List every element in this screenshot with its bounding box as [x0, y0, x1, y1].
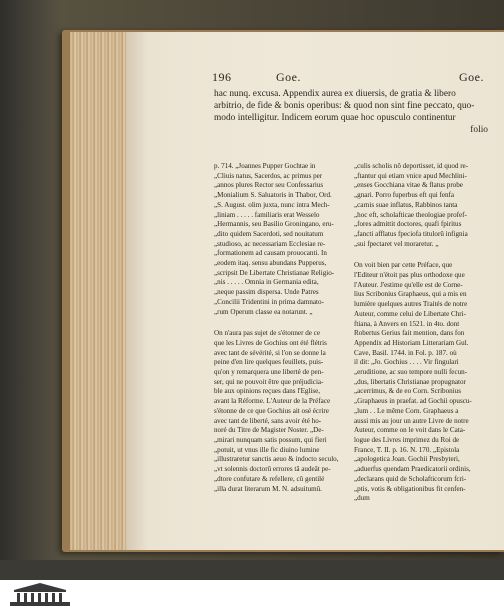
footer-bar [0, 580, 504, 612]
text-line: avant la Réforme. L'Auteur de la Préface [214, 397, 331, 406]
text-line: „hoc eft, scholafticae theologiae profef- [354, 210, 467, 219]
text-line: p. 714. „Joannes Pupper Gochtae in [214, 162, 316, 170]
text-line: „fancti afflatus fpeciofa titulorû infignia [354, 229, 468, 238]
text-line: ftiana, à Anvers en 1521. in 4to. dont [354, 319, 460, 328]
text-line: „lum . . Le même Corn. Graphaeus a [354, 406, 459, 415]
text-line: l'Auteur. J'estime qu'elle est de Corne- [354, 280, 463, 289]
intro-line: hac nunq. excusa. Appendix aurea ex diuersis, de gratia & libero [214, 89, 456, 99]
text-line: „scripsit De Libertate Christianae Religio- [214, 268, 335, 277]
text-line: „enses Gocchiana vitae & flatus probe [354, 181, 463, 190]
running-head-right: Goe. [459, 70, 484, 84]
text-line: „dito quidem Sacerdoti, sed nouitatum [214, 229, 324, 238]
text-line: „culis scholis nõ deportisset, id quod re- [354, 162, 469, 170]
text-line: ble aux opinions reçues dans l'Eglise, [214, 387, 321, 396]
text-line: „annos plures Rector seu Confessarius [214, 181, 324, 190]
text-line: „liniam . . . . . familiaris erat Wesselo [214, 210, 320, 219]
text-line: avec tant de liberté, sans avoir été ho- [214, 416, 322, 425]
text-line: „aduerfus quendam Praedicatorii ordinis, [354, 465, 471, 474]
library-building-logo-icon [8, 582, 72, 608]
text-line: „eodem itaq. sensu abundans Pupperus, [214, 259, 327, 268]
text-line: ser, qui ne pouvoit être que préjudicia- [214, 377, 324, 386]
text-line: „Hermannis, seu Basilio Groningano, eru- [214, 220, 334, 229]
text-line: „declarans quid de Scholafticorum fcri- [354, 474, 467, 483]
text-line: „formationem ad causam prouocanti. In [214, 249, 327, 258]
text-line: „studioso, ac necessariam Ecclesiae re- [214, 239, 326, 248]
text-line: il dit: „Jo. Gochius . . . . Vir fingulari [354, 358, 459, 367]
intro-line: modo intelligitur. Indicem eorum quae hoc opusculo continentur [214, 113, 456, 123]
text-line: „sui fpectaret vel moraretur. „ [354, 239, 439, 248]
text-line: „illa durat literarum M. N. adsuitumû. [214, 484, 322, 493]
text-line: peine d'en lire quelques feuillets, puis- [214, 358, 324, 367]
book-page [126, 32, 504, 550]
text-line: „acerrimus, & de eo Corn. Scribonius [354, 387, 461, 396]
text-line: „mirari nunquam satis possum, qui fieri [214, 435, 327, 444]
text-line: „Cliuis natus, Sacerdos, ac primus per [214, 171, 323, 180]
text-line: „S. August. olim juxta, nunc intra Mech- [214, 200, 330, 209]
text-line: Cave, Basil. 1744. in Fol. p. 187. où [354, 348, 457, 357]
text-line: Auteur, comme celui de Libertate Chri- [354, 309, 466, 318]
page-edges [70, 32, 127, 550]
text-line: „nis . . . . . Omnia in Germania edita, [214, 278, 319, 287]
text-line: logue des Livres imprimez du Roi de [354, 435, 460, 444]
right-column [354, 162, 500, 504]
paragraph-gap [214, 317, 348, 329]
text-line: qu'on y remarquera une liberté de pen- [214, 368, 324, 377]
text-line: „rum Operum classe ea notarunt. „ [214, 307, 313, 316]
text-line: avec tant de sévérité, si l'on se donne la [214, 348, 326, 357]
running-head-left: Goe. [276, 70, 301, 84]
text-line: Appendix ad Historiam Litterariam Gul. [354, 338, 469, 347]
text-line: „eruditione, ac suo tempore nulli fecun- [354, 368, 468, 377]
text-line: lumière quelques autres Traités de notre [354, 300, 468, 309]
text-line: noré du Titre de Magister Noster. „De- [214, 426, 324, 435]
text-line: „ftantur qui etiam vnice apud Mechlini- [354, 171, 467, 180]
text-line: On voit bien par cette Préface, que [354, 261, 453, 270]
text-line: On n'aura pas sujet de s'étonner de ce [214, 329, 320, 338]
left-column [214, 162, 348, 494]
text-line: aussi mis au jour un autre Livre de notre [354, 416, 469, 425]
text-line: „Concilii Tridentini in prima damnato- [214, 297, 324, 306]
text-line: Auteur, comme on le voit dans le Cata- [354, 426, 466, 435]
text-line: „carnis suae inflatus, Rabbinos tanta [354, 200, 458, 209]
text-line: „Graphaeus in praefat. ad Gochii opuscu- [354, 397, 472, 406]
text-line: „dus, libertatis Christianae propugnator [354, 377, 466, 386]
text-line: „neque passim dispersa. Unde Patres [214, 288, 319, 297]
paragraph-gap [354, 249, 500, 261]
text-line: „Monialium S. Saluatoris in Thabor, Ord. [214, 191, 332, 200]
text-line: „vt solennis doctorû errores tã audeât pe- [214, 465, 331, 474]
text-line: „dtore confutare & refellere, cû gentilé [214, 474, 325, 483]
text-line: „dum [354, 494, 370, 503]
text-line: „ptis, votis & obligationibus fit cenfen- [354, 484, 466, 493]
text-line: Robertus Gerius fait mention, dans fon [354, 329, 465, 338]
intro-line: folio [470, 125, 488, 135]
text-line: „gnari. Porro fuperbus eft qui fenfa [354, 191, 455, 200]
text-line: que les Livres de Gochius ont été flétris [214, 338, 327, 347]
text-line: lius Scribonius Graphaeus, qui a mis en [354, 290, 467, 299]
text-line: l'Editeur n'étoit pas plus orthodoxe que [354, 271, 465, 280]
text-line: „apologetica Joan. Gochii Presbyteri, [354, 455, 460, 464]
intro-line: arbitrio, de fide & bonis operibus: & quod non sint fine peccato, quo- [214, 101, 475, 111]
text-line: s'étonne de ce que Gochius ait osé écrire [214, 406, 329, 415]
text-line: France, T. II. p. 16. N. 170. „Epistola [354, 445, 460, 454]
page-number: 196 [212, 70, 232, 84]
text-line: „illustraretur sanctis aeuo & indocto seculo, [214, 455, 339, 464]
intro-paragraph [214, 88, 488, 136]
text-line: „fores admittit doctores, quafi fpiritus [354, 220, 462, 229]
text-line: „potuit, ut vnus ille fic diuino lumine [214, 445, 320, 454]
